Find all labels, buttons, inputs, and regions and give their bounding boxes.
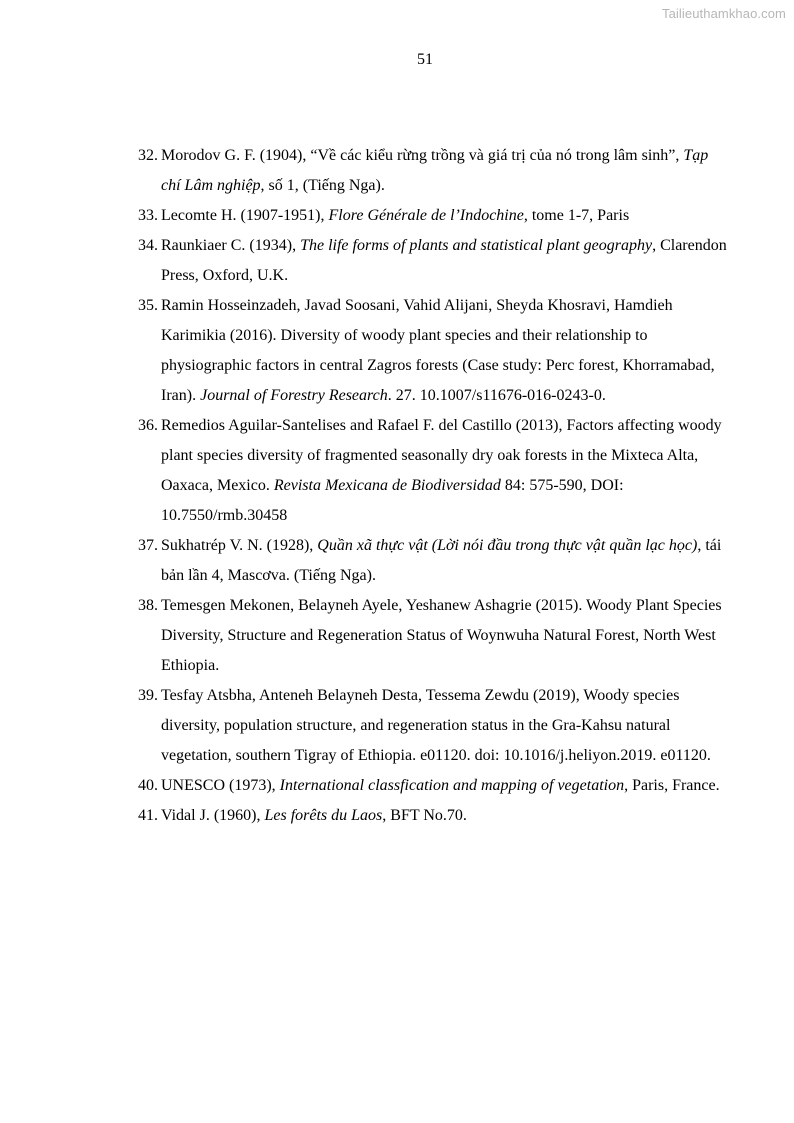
reference-text: Temesgen Mekonen, Belayneh Ayele, Yeshanew Ashagrie (2015). Woody Plant Species Diversity, Structure and Regeneration Status of Woynwuha Natural Forest, North West Ethiopia. (161, 597, 722, 674)
reference-number: 37. (138, 537, 158, 554)
reference-number: 32. (138, 147, 158, 164)
reference-text: Ramin Hosseinzadeh, Javad Soosani, Vahid Alijani, Sheyda Khosravi, Hamdieh Karimikia (2016). Diversity of woody plant species and their relationship to physiographic factors in central Zagros forests (Case study: Perc forest, Khorramabad, Iran). Journal of Forestry Research. 27. 10.1007/s11676-016-0243-0. (161, 297, 715, 404)
reference-number: 33. (138, 207, 158, 224)
reference-item (128, 291, 728, 411)
reference-item (128, 141, 728, 201)
reference-number: 38. (138, 597, 158, 614)
reference-text: Remedios Aguilar-Santelises and Rafael F. del Castillo (2013), Factors affecting woody plant species diversity of fragmented seasonally dry oak forests in the Mixteca Alta, Oaxaca, Mexico. Revista Mexicana de Biodiversidad 84: 575-590, DOI: 10.7550/rmb.30458 (161, 417, 722, 524)
reference-number: 35. (138, 297, 158, 314)
reference-item (128, 681, 728, 771)
reference-item (128, 591, 728, 681)
reference-text: Tesfay Atsbha, Anteneh Belayneh Desta, Tessema Zewdu (2019), Woody species diversity, population structure, and regeneration status in the Gra-Kahsu natural vegetation, southern Tigray of Ethiopia. e01120. doi: 10.1016/j.heliyon.2019. e01120. (161, 687, 711, 764)
reference-item (128, 801, 728, 831)
reference-number: 39. (138, 687, 158, 704)
reference-text: Morodov G. F. (1904), “Về các kiểu rừng trồng và giá trị của nó trong lâm sinh”, Tạp chí Lâm nghiệp, số 1, (Tiếng Nga). (161, 147, 709, 194)
reference-number: 36. (138, 417, 158, 434)
reference-number: 40. (138, 777, 158, 794)
reference-list (128, 141, 728, 831)
reference-item (128, 411, 728, 531)
reference-text: Sukhatrép V. N. (1928), Quần xã thực vật (Lời nói đầu trong thực vật quần lạc học), tái bản lần 4, Mascơva. (Tiếng Nga). (161, 537, 722, 584)
reference-text: Vidal J. (1960), Les forêts du Laos, BFT No.70. (161, 807, 467, 824)
reference-item (128, 201, 728, 231)
page-number: 51 (417, 51, 433, 68)
reference-item (128, 231, 728, 291)
reference-text: Lecomte H. (1907-1951), Flore Générale de l’Indochine, tome 1-7, Paris (161, 207, 630, 224)
reference-text: UNESCO (1973), International classfication and mapping of vegetation, Paris, France. (161, 777, 720, 794)
watermark: Tailieuthamkhao.com (661, 6, 786, 21)
reference-item (128, 771, 728, 801)
reference-item (128, 531, 728, 591)
reference-number: 41. (138, 807, 158, 824)
reference-number: 34. (138, 237, 158, 254)
reference-text: Raunkiaer C. (1934), The life forms of plants and statistical plant geography, Clarendon Press, Oxford, U.K. (161, 237, 727, 284)
